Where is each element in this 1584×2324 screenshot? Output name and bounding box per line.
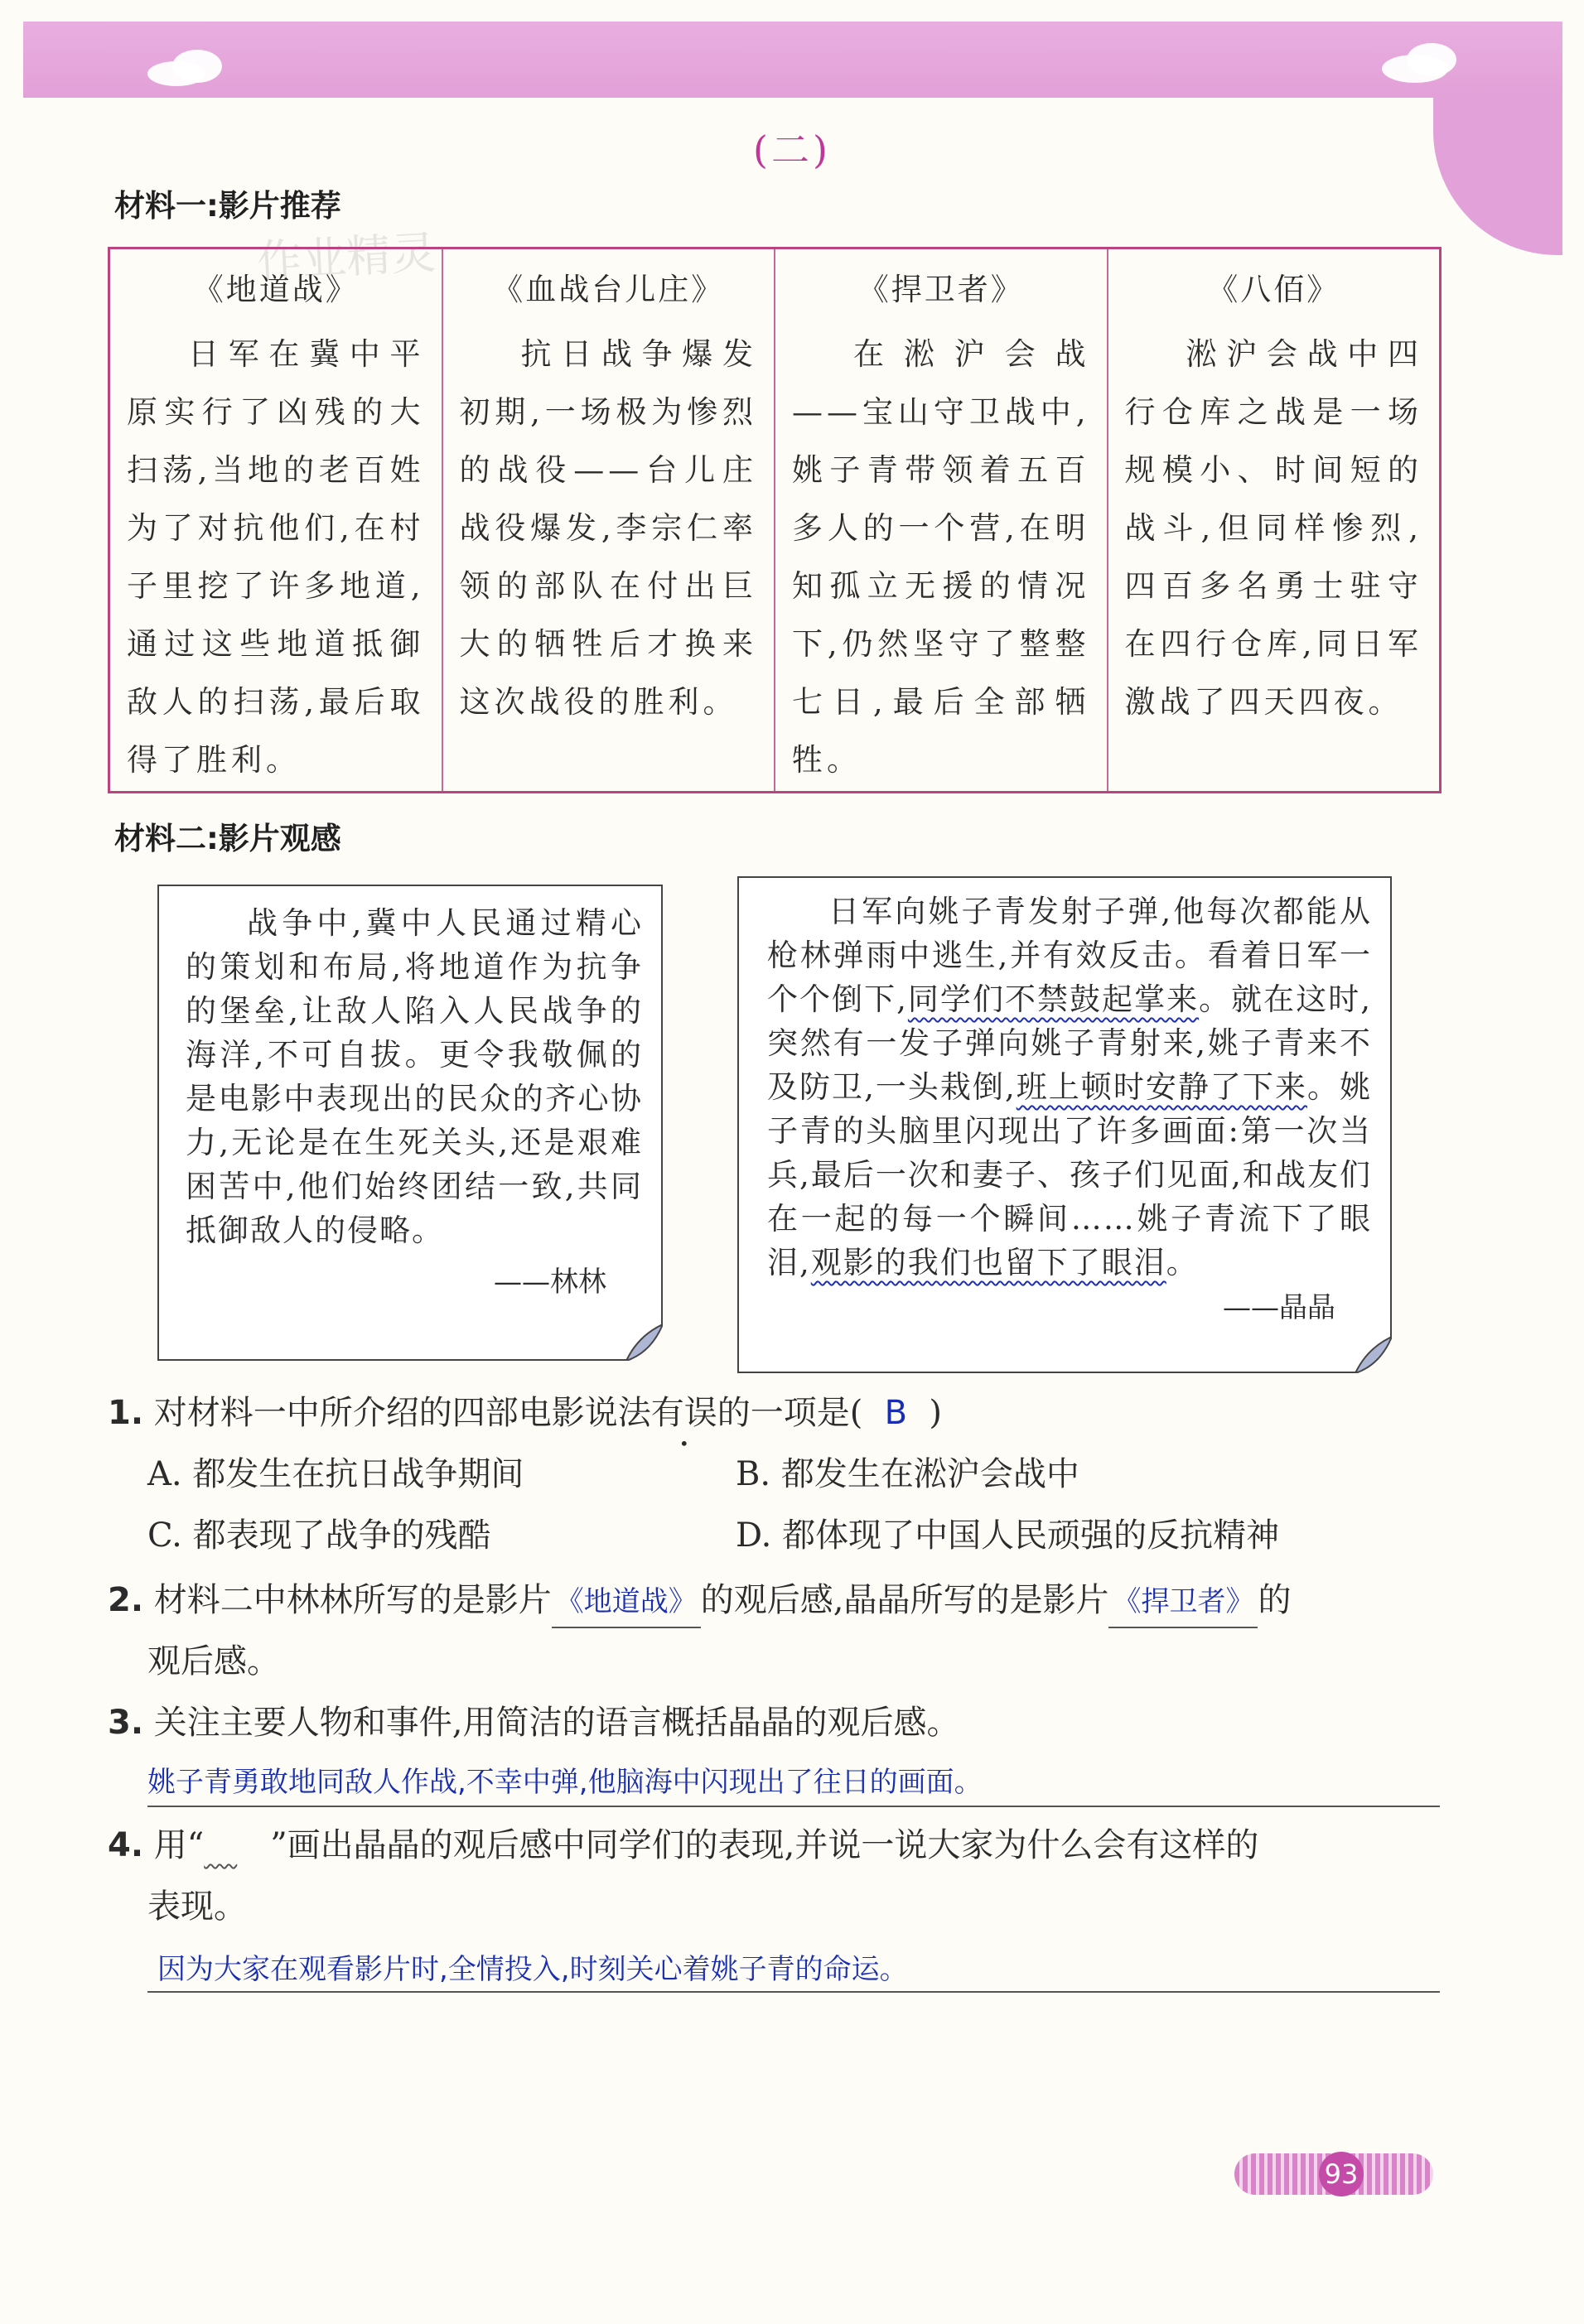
question-4-continued: 表现。 xyxy=(147,1888,247,1926)
question-4-answer: 因为大家在观看影片时,全情投入,时刻关心着姚子青的命运。 xyxy=(147,1946,1440,1993)
film-title: 《八佰》 xyxy=(1207,272,1340,307)
fill-blank-answer: 《捍卫者》 xyxy=(1108,1577,1258,1628)
question-stem: 关注主要人物和事件,用简洁的语言概括晶晶的观后感。 xyxy=(153,1704,960,1742)
cloud-decoration xyxy=(1407,43,1456,76)
page-number: 93 xyxy=(1319,2152,1364,2196)
question-stem: 的一项是( xyxy=(717,1394,863,1432)
question-stem: 对材料一中所介绍的四部电影说法 xyxy=(153,1394,651,1432)
film-summary: 抗日战争爆发初期,一场极为惨烈的战役——台儿庄战役爆发,李宗仁率领的部队在付出巨大的牺牲后才换来这次战役的胜利。 xyxy=(459,336,757,720)
question-number: 4. xyxy=(108,1826,144,1864)
top-banner xyxy=(23,22,1562,98)
film-summary: 淞沪会战中四行仓库之战是一场规模小、时间短的战斗,但同样惨烈,四百多名勇士驻守在四行仓库,同日军激战了四天四夜。 xyxy=(1124,336,1422,720)
question-3-answer: 姚子青勇敢地同敌人作战,不幸中弹,他脑海中闪现出了往日的画面。 xyxy=(147,1759,1440,1807)
film-title: 《血战台儿庄》 xyxy=(492,272,725,307)
review-card-linlin xyxy=(157,885,663,1361)
question-number: 2. xyxy=(108,1581,144,1619)
review-card-jingjing xyxy=(737,876,1392,1373)
review-author: ——林林 xyxy=(494,1266,606,1299)
question-stem: 用“ xyxy=(153,1826,205,1864)
wavy-marked-text: 班上顿时安静了下来 xyxy=(1016,1069,1307,1105)
review-text xyxy=(767,890,1372,1285)
page-curl-icon xyxy=(626,1324,663,1361)
question-stem: ”画出晶晶的观后感中同学们的表现,并说一说大家为什么会有这样的 xyxy=(270,1826,1259,1864)
option-d: D. 都体现了中国人民顽强的反抗精神 xyxy=(736,1516,1280,1555)
film-title: 《捍卫者》 xyxy=(857,272,1024,307)
watermark: 作业精灵 xyxy=(255,226,437,288)
film-column xyxy=(443,249,776,791)
emphasized-text: 有误 xyxy=(650,1394,717,1432)
review-text: 战争中,冀中人民通过精心的策划和布局,将地道作为抗争的堡垒,让敌人陷入人民战争的海洋,不可自拔。更令我敬佩的是电影中表现出的民众的齐心协力,无论是在生死关头,还是艰难困苦中,他们始终团结一致,共同抵御敌人的侵略。 xyxy=(186,905,643,1248)
film-column xyxy=(1108,249,1440,791)
question-1 xyxy=(108,1388,1450,1438)
material1-heading: 材料一:影片推荐 xyxy=(114,188,341,224)
review-text-segment: 。 xyxy=(1166,1245,1199,1280)
film-title: 《地道战》 xyxy=(192,272,359,307)
film-recommendation-table xyxy=(108,247,1442,793)
review-author: ——晶晶 xyxy=(1223,1291,1335,1324)
option-a: A. 都发生在抗日战争期间 xyxy=(147,1455,524,1493)
fill-blank-answer: 《地道战》 xyxy=(552,1577,701,1628)
question-3 xyxy=(108,1698,1450,1748)
review-text-segment: 日军向姚子青发射子弹,他每次都能从枪林弹雨中逃生,并有效反击。看着日军一个个倒下, xyxy=(767,894,1372,1017)
film-summary: 日军在冀中平原实行了凶残的大扫荡,当地的老百姓为了对抗他们,在村子里挖了许多地道,通过这些地道抵御敌人的扫荡,最后取得了胜利。 xyxy=(127,336,425,778)
review-text-segment: 。姚子青的头脑里闪现出了许多画面:第一次当兵,最后一次和妻子、孩子们见面,和战友们在一起的每一个瞬间……姚子青流下了眼泪, xyxy=(767,1069,1373,1280)
section-label: (二) xyxy=(753,128,831,172)
option-b: B. 都发生在淞沪会战中 xyxy=(736,1455,1079,1493)
material2-heading: 材料二:影片观感 xyxy=(114,821,341,856)
answer-choice: B xyxy=(884,1394,908,1432)
question-stem: 的 xyxy=(1258,1581,1292,1619)
film-summary: 在淞沪会战——宝山守卫战中,姚子青带领着五百多人的一个营,在明知孤立无援的情况下,仍然坚守了整整七日,最后全部牺牲。 xyxy=(792,336,1090,778)
question-stem: 材料二中林林所写的是影片 xyxy=(153,1581,552,1619)
review-text-segment: 。就在这时,突然有一发子弹向姚子青射来,姚子青来不及防卫,一头栽倒, xyxy=(767,981,1373,1105)
question-4 xyxy=(108,1820,1450,1870)
question-number: 3. xyxy=(108,1704,144,1742)
question-2 xyxy=(108,1575,1450,1628)
wavy-marked-text: 观影的我们也留下了眼泪 xyxy=(810,1245,1166,1280)
wavy-line-sample xyxy=(204,1820,270,1870)
cloud-decoration xyxy=(172,50,222,83)
question-stem: ) xyxy=(929,1394,942,1432)
question-number: 1. xyxy=(108,1394,144,1432)
film-column xyxy=(110,249,443,791)
question-2-continued: 观后感。 xyxy=(147,1642,280,1680)
question-stem: 的观后感,晶晶所写的是影片 xyxy=(700,1581,1109,1619)
page-curl-icon xyxy=(1355,1337,1392,1373)
film-column xyxy=(775,249,1108,791)
option-c: C. 都表现了战争的残酷 xyxy=(147,1516,491,1555)
wavy-marked-text: 同学们不禁鼓起掌来 xyxy=(907,981,1200,1017)
